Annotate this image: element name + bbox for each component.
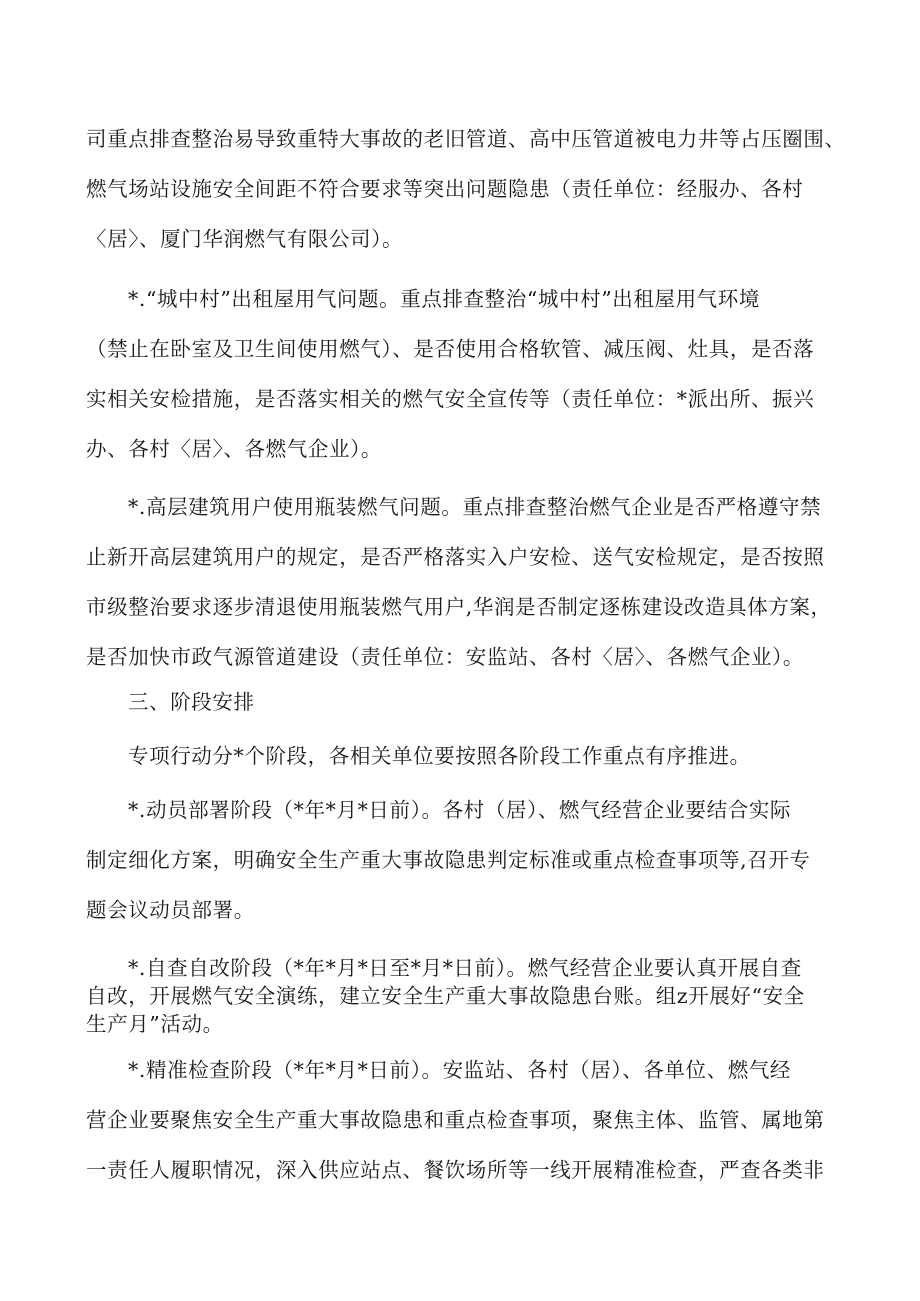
paragraph-line: *.“城中村”出租屋用气问题。重点排查整治“城中村”出租屋用气环境 [128, 287, 760, 311]
paragraph-line: （禁止在卧室及卫生间使用燃气）、是否使用合格软管、减压阀、灶具，是否落 [86, 337, 815, 361]
paragraph-line: 〈居〉、厦门华润燃气有限公司）。 [86, 227, 404, 251]
paragraph-line: 办、各村〈居〉、各燃气企业）。 [86, 437, 382, 461]
paragraph-line: 一责任人履职情况，深入供应站点、餐饮场所等一线开展精准检查，严查各类非 [86, 1158, 825, 1182]
paragraph-line: 专项行动分*个阶段，各相关单位要按照各阶段工作重点有序推进。 [128, 744, 751, 768]
paragraph-line: *.自查自改阶段（*年*月*日至*月*日前）。燃气经营企业要认真开展自查 [128, 956, 802, 980]
paragraph-line: 是否加快市政气源管道建设（责任单位：安监站、各村〈居〉、各燃气企业）。 [86, 645, 804, 669]
paragraph-line: 生产月”活动。 [86, 1012, 224, 1036]
paragraph-line: 自改，开展燃气安全演练，建立安全生产重大事故隐患台账。组z开展好“安全 [86, 984, 805, 1008]
paragraph-line: *.动员部署阶段（*年*月*日前）。各村（居）、燃气经营企业要结合实际 [128, 798, 792, 822]
paragraph-line: *.精准检查阶段（*年*月*日前）。安监站、各村（居）、各单位、燃气经 [128, 1058, 792, 1082]
paragraph-line: 司重点排查整治易导致重特大事故的老旧管道、高中压管道被电力井等占压圈围、 [86, 127, 846, 151]
paragraph-line: 止新开高层建筑用户的规定，是否严格落实入户安检、送气安检规定，是否按照 [86, 545, 825, 569]
paragraph-line: 实相关安检措施，是否落实相关的燃气安全宣传等（责任单位：*派出所、振兴 [86, 387, 815, 411]
paragraph-line: 制定细化方案，明确安全生产重大事故隐患判定标准或重点检查事项等,召开专 [86, 848, 811, 872]
paragraph-line: *.高层建筑用户使用瓶装燃气问题。重点排查整治燃气企业是否严格遵守禁 [128, 495, 822, 519]
paragraph-line: 市级整治要求逐步清退使用瓶装燃气用户,华润是否制定逐栋建设改造具体方案， [86, 595, 832, 619]
paragraph-line: 燃气场站设施安全间距不符合要求等突出问题隐患（责任单位：经服办、各村 [86, 177, 804, 201]
section-heading: 三、阶段安排 [128, 690, 255, 714]
paragraph-line: 题会议动员部署。 [86, 898, 255, 922]
paragraph-line: 营企业要聚焦安全生产重大事故隐患和重点检查事项，聚焦主体、监管、属地第 [86, 1108, 825, 1132]
